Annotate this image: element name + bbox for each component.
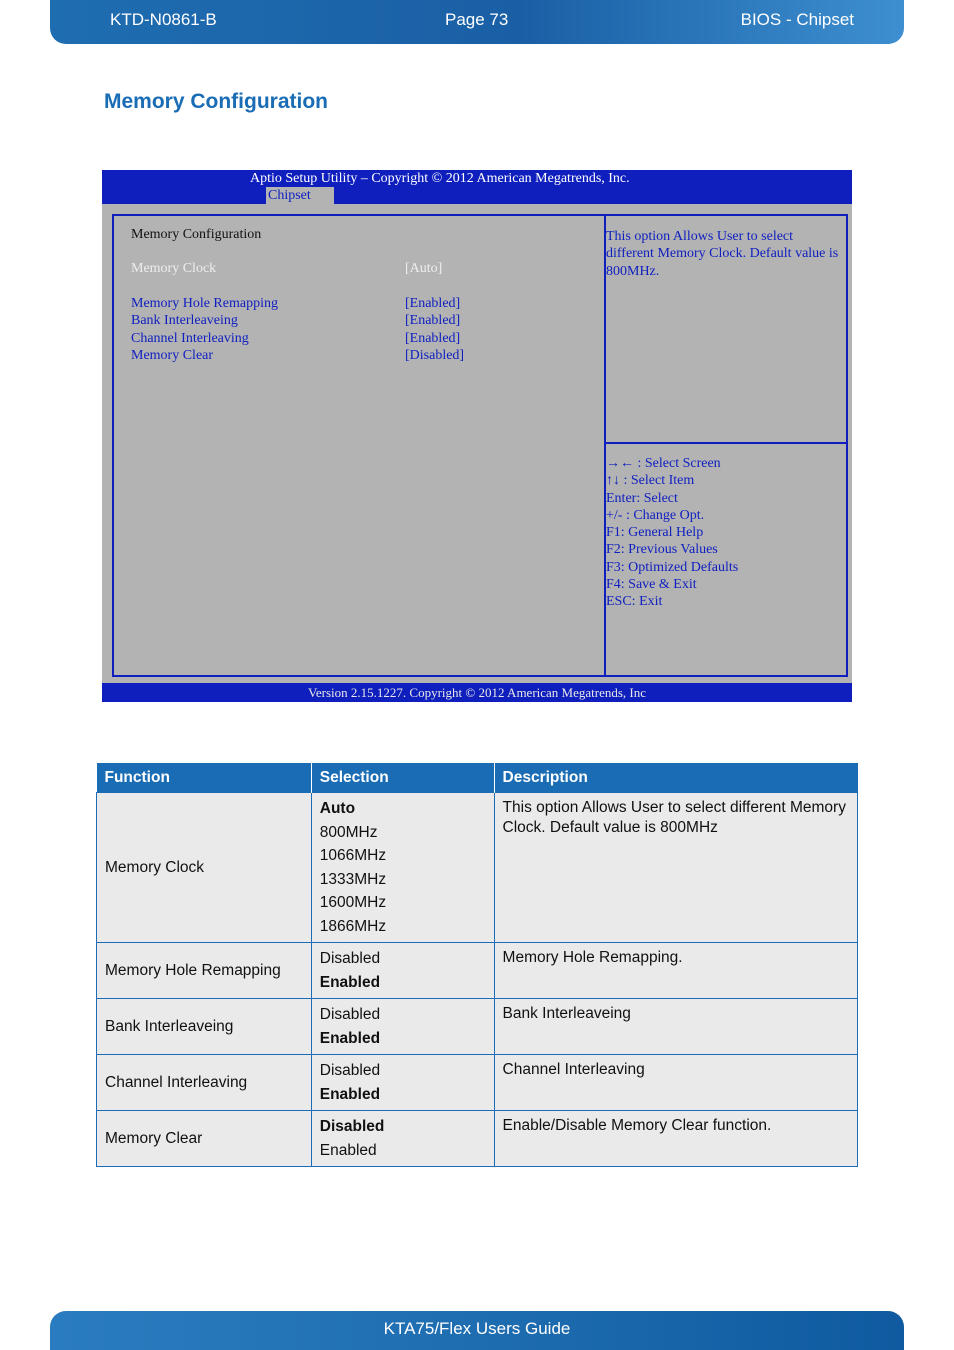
column-header-description: Description <box>494 763 857 793</box>
bios-value-memory-hole-remapping[interactable]: [Enabled] <box>405 296 461 311</box>
key-hint: →← : Select Screen <box>606 456 721 471</box>
selection-cell <box>311 1055 494 1111</box>
bios-help-text: This option Allows User to select different Memory Clock. Default value is 800MHz. <box>606 229 839 279</box>
function-table <box>96 763 858 1167</box>
table-row <box>97 793 858 943</box>
option: 1066MHz <box>319 847 387 864</box>
function-cell: Memory Clear <box>97 1111 312 1167</box>
tab-chipset[interactable]: Chipset <box>266 187 334 204</box>
bios-item-memory-hole-remapping[interactable]: Memory Hole Remapping <box>131 296 278 311</box>
description-cell: Enable/Disable Memory Clear function. <box>494 1111 857 1167</box>
description-cell: Memory Hole Remapping. <box>494 943 857 999</box>
key-hint: ESC: Exit <box>606 594 663 610</box>
bios-value-bank-interleaveing[interactable]: [Enabled] <box>405 313 461 328</box>
option: Disabled <box>319 1062 381 1079</box>
description-cell: Bank Interleaveing <box>494 999 857 1055</box>
bios-value-channel-interleaving[interactable]: [Enabled] <box>405 331 461 346</box>
column-header-selection: Selection <box>311 763 494 793</box>
table-header-row <box>97 763 858 793</box>
table-row <box>97 1111 858 1167</box>
description-cell: Channel Interleaving <box>494 1055 857 1111</box>
key-hint: Enter: Select <box>606 490 678 506</box>
option-default: Disabled <box>319 1118 385 1135</box>
page-header <box>50 0 904 44</box>
table-row <box>97 999 858 1055</box>
function-cell: Bank Interleaveing <box>97 999 312 1055</box>
key-hint: F2: Previous Values <box>606 542 718 558</box>
bios-value-memory-clock[interactable]: [Auto] <box>405 261 443 276</box>
option: Disabled <box>319 950 381 967</box>
option: 1333MHz <box>319 870 387 888</box>
bios-item-channel-interleaving[interactable]: Channel Interleaving <box>131 331 249 346</box>
selection-cell <box>311 943 494 999</box>
option: Disabled <box>319 1006 381 1023</box>
description-cell: This option Allows User to select different Memory Clock. Default value is 800MHz <box>494 793 857 943</box>
bios-item-memory-clear[interactable]: Memory Clear <box>131 348 214 363</box>
page-number: Page 73 <box>445 10 509 29</box>
function-cell: Channel Interleaving <box>97 1055 312 1111</box>
function-cell: Memory Clock <box>97 793 312 943</box>
option-default: Enabled <box>319 1085 381 1103</box>
bios-screenshot <box>102 170 852 702</box>
key-hint: F3: Optimized Defaults <box>606 559 739 575</box>
key-hint: ↑↓ : Select Item <box>606 473 695 489</box>
doc-id: KTD-N0861-B <box>110 10 217 29</box>
selection-cell <box>311 793 494 943</box>
help-divider <box>606 442 846 444</box>
option-default: Enabled <box>319 1029 381 1047</box>
key-hint: F4: Save & Exit <box>606 577 697 593</box>
table-row <box>97 943 858 999</box>
option: 800MHz <box>319 823 378 841</box>
bios-panel <box>112 214 848 677</box>
section-name: BIOS - Chipset <box>740 10 854 29</box>
bios-value-memory-clear[interactable]: [Disabled] <box>405 348 465 363</box>
selection-cell <box>311 999 494 1055</box>
option: 1600MHz <box>319 894 387 911</box>
key-hint: +/- : Change Opt. <box>606 507 705 523</box>
bios-version-bar: Version 2.15.1227. Copyright © 2012 American Megatrends, Inc <box>102 683 852 702</box>
function-cell: Memory Hole Remapping <box>97 943 312 999</box>
option-default: Enabled <box>319 973 381 991</box>
column-header-function: Function <box>97 763 312 793</box>
option: 1866MHz <box>319 917 387 935</box>
bios-item-bank-interleaveing[interactable]: Bank Interleaveing <box>131 313 238 328</box>
bios-heading: Memory Configuration <box>131 227 262 242</box>
bios-title: Aptio Setup Utility – Copyright © 2012 American Megatrends, Inc. <box>250 171 630 186</box>
option: Enabled <box>319 1141 377 1159</box>
page-footer: KTA75/Flex Users Guide <box>50 1311 904 1350</box>
table-row <box>97 1055 858 1111</box>
bios-item-memory-clock[interactable]: Memory Clock <box>131 261 217 276</box>
bios-title-bar <box>102 170 852 204</box>
option-default: Auto <box>319 800 356 817</box>
key-hint: F1: General Help <box>606 525 704 541</box>
selection-cell <box>311 1111 494 1167</box>
page-title: Memory Configuration <box>104 90 328 113</box>
bios-key-legend <box>606 455 738 611</box>
